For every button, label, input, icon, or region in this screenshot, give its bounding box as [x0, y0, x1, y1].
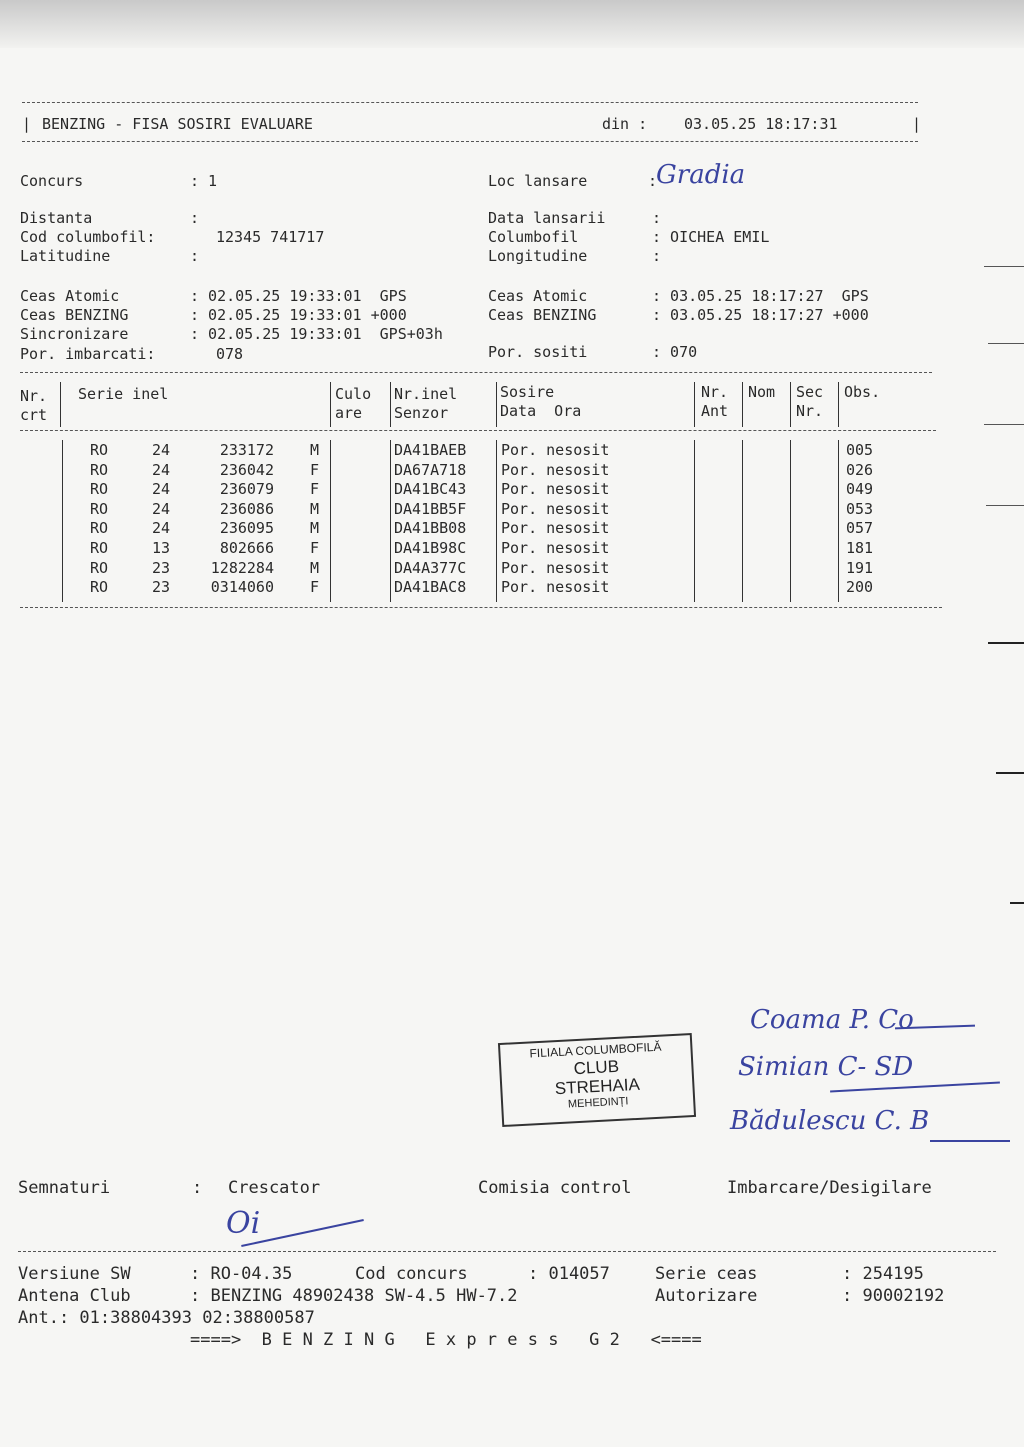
col-header-crt: crt: [20, 406, 48, 424]
footer-rule: [18, 1251, 996, 1252]
distanta-label: Distanta: [20, 209, 93, 227]
ring-sex: F: [310, 539, 320, 557]
semnaturi-label: Semnaturi: [18, 1178, 111, 1198]
col-header-sosire: Sosire: [500, 383, 555, 401]
col-header-obs: Obs.: [844, 383, 881, 401]
crescator-signature: Oi: [226, 1206, 261, 1241]
autorizare-label: Autorizare: [655, 1286, 758, 1306]
sensor-ring: DA41BAEB: [394, 441, 467, 459]
sensor-ring: DA4A377C: [394, 559, 467, 577]
ring-number: 233172: [219, 441, 274, 459]
ceas-benzing2-value: : 03.05.25 18:17:27 +000: [652, 306, 869, 324]
scan-shadow: [0, 0, 1024, 48]
ring-number: 802666: [219, 539, 274, 557]
ring-country: RO: [90, 559, 109, 577]
obs-value: 053: [846, 500, 874, 518]
commission-signature-2: Simian C- SD: [738, 1052, 914, 1082]
col-header-sec: Sec: [796, 383, 824, 401]
obs-value: 049: [846, 480, 874, 498]
versiune-value: : RO-04.35: [190, 1264, 293, 1284]
ring-year: 24: [152, 480, 171, 498]
antena-value: : BENZING 48902438 SW-4.5 HW-7.2: [190, 1286, 518, 1306]
ring-country: RO: [90, 461, 109, 479]
stamp-line2: CLUB: [573, 1056, 620, 1078]
col-header-are: are: [335, 404, 363, 422]
col-header-nr: Nr.: [20, 387, 48, 405]
ring-country: RO: [90, 500, 109, 518]
ceas-atomic2-label: Ceas Atomic: [488, 287, 588, 305]
data-lansarii-label: Data lansarii: [488, 209, 606, 227]
autorizare-value: : 90002192: [842, 1286, 945, 1306]
latitudine-label: Latitudine: [20, 247, 111, 265]
sensor-ring: DA41BB5F: [394, 500, 467, 518]
longitudine-label: Longitudine: [488, 247, 588, 265]
antena-label: Antena Club: [18, 1286, 131, 1306]
cod-concurs-label: Cod concurs: [355, 1264, 468, 1284]
edge-mark: [988, 343, 1024, 344]
col-header-nom: Nom: [748, 383, 776, 401]
arrival-status: Por. nesosit: [501, 578, 610, 596]
concurs-label: Concurs: [20, 172, 84, 190]
ring-year: 24: [152, 519, 171, 537]
sensor-ring: DA41BAC8: [394, 578, 467, 596]
versiune-label: Versiune SW: [18, 1264, 131, 1284]
header-right-bar: |: [912, 115, 922, 133]
obs-value: 181: [846, 539, 874, 557]
col-header-serie: Serie inel: [78, 385, 169, 403]
arrival-status: Por. nesosit: [501, 559, 610, 577]
concurs-value: : 1: [190, 172, 218, 190]
ring-sex: M: [310, 559, 320, 577]
stamp-line3: STREHAIA: [554, 1075, 641, 1099]
por-sositi-label: Por. sositi: [488, 343, 588, 361]
stamp-line4: MEHEDINȚI: [567, 1095, 629, 1111]
commission-signature-1: Coama P. Co: [750, 1005, 914, 1035]
arrival-status: Por. nesosit: [501, 519, 610, 537]
ring-year: 13: [152, 539, 171, 557]
sensor-ring: DA41B98C: [394, 539, 467, 557]
data-lansarii-value: :: [652, 209, 662, 227]
ceas-atomic2-value: : 03.05.25 18:17:27 GPS: [652, 287, 869, 305]
ant-line: Ant.: 01:38804393 02:38800587: [18, 1308, 315, 1328]
ring-sex: M: [310, 500, 320, 518]
report-title: BENZING - FISA SOSIRI EVALUARE: [42, 115, 313, 133]
obs-value: 005: [846, 441, 874, 459]
col-header-nrinel: Nr.inel: [394, 385, 458, 403]
arrival-status: Por. nesosit: [501, 500, 610, 518]
ring-year: 24: [152, 441, 171, 459]
sensor-ring: DA41BB08: [394, 519, 467, 537]
col-header-sec-nr: Nr.: [796, 402, 824, 420]
ring-year: 23: [152, 578, 171, 596]
comisia-label: Comisia control: [478, 1178, 632, 1198]
edge-mark: [986, 505, 1024, 506]
por-imbarcati-value: 078: [216, 345, 244, 363]
obs-value: 057: [846, 519, 874, 537]
loc-lansare-label: Loc lansare: [488, 172, 588, 190]
serie-ceas-label: Serie ceas: [655, 1264, 758, 1284]
columbofil-label: Columbofil: [488, 228, 579, 246]
header-top-rule: [22, 102, 918, 103]
col-header-nr-ant: Nr.: [701, 383, 729, 401]
ring-country: RO: [90, 441, 109, 459]
loc-lansare-handwritten: Gradia: [656, 160, 746, 190]
cod-columbofil-label: Cod columbofil:: [20, 228, 156, 246]
header-bottom-rule: [22, 141, 918, 142]
ring-sex: M: [310, 519, 320, 537]
ring-year: 23: [152, 559, 171, 577]
obs-value: 026: [846, 461, 874, 479]
imbarcare-label: Imbarcare/Desigilare: [727, 1178, 932, 1198]
por-imbarcati-label: Por. imbarcati:: [20, 345, 156, 363]
ceas-benzing-value: : 02.05.25 19:33:01 +000: [190, 306, 407, 324]
ring-sex: F: [310, 578, 320, 596]
ring-country: RO: [90, 480, 109, 498]
crescator-label: Crescator: [228, 1178, 321, 1198]
latitudine-value: :: [190, 247, 200, 265]
arrival-status: Por. nesosit: [501, 461, 610, 479]
edge-mark: [984, 424, 1024, 425]
table-top-rule: [20, 372, 932, 373]
col-header-culo: Culo: [335, 385, 372, 403]
ring-year: 24: [152, 461, 171, 479]
arrival-status: Por. nesosit: [501, 539, 610, 557]
ceas-benzing2-label: Ceas BENZING: [488, 306, 597, 324]
ring-number: 236042: [219, 461, 274, 479]
por-sositi-value: : 070: [652, 343, 698, 361]
header-left-bar: |: [22, 115, 32, 133]
sensor-ring: DA67A718: [394, 461, 467, 479]
loc-lansare-colon: :: [648, 172, 658, 190]
ring-number: 1282284: [210, 559, 274, 577]
obs-value: 200: [846, 578, 874, 596]
obs-value: 191: [846, 559, 874, 577]
arrival-status: Por. nesosit: [501, 441, 610, 459]
cod-columbofil-value: 12345 741717: [216, 228, 325, 246]
longitudine-value: :: [652, 247, 662, 265]
ring-sex: M: [310, 441, 320, 459]
table-header-rule: [20, 430, 936, 431]
club-stamp: [498, 1033, 696, 1127]
ring-number: 0314060: [210, 578, 274, 596]
sincronizare-label: Sincronizare: [20, 325, 129, 343]
ring-number: 236079: [219, 480, 274, 498]
sincronizare-value: : 02.05.25 19:33:01 GPS+03h: [190, 325, 443, 343]
stamp-line1: FILIALA COLUMBOFILĂ: [529, 1039, 662, 1061]
arrival-status: Por. nesosit: [501, 480, 610, 498]
table-bottom-rule: [20, 607, 942, 608]
ring-country: RO: [90, 519, 109, 537]
edge-mark: [1010, 902, 1024, 904]
edge-mark: [988, 642, 1024, 644]
serie-ceas-value: : 254195: [842, 1264, 924, 1284]
semnaturi-colon: :: [192, 1178, 203, 1198]
commission-signature-3: Bădulescu C. B: [730, 1106, 930, 1136]
col-header-data-ora: Data Ora: [500, 402, 582, 420]
sensor-ring: DA41BC43: [394, 480, 467, 498]
brand-line: ====> B E N Z I N G E x p r e s s G 2 <====: [190, 1330, 702, 1350]
ring-sex: F: [310, 461, 320, 479]
ceas-atomic-label: Ceas Atomic: [20, 287, 120, 305]
ring-year: 24: [152, 500, 171, 518]
cod-concurs-value: : 014057: [528, 1264, 610, 1284]
ring-number: 236095: [219, 519, 274, 537]
report-date-value: 03.05.25 18:17:31: [684, 115, 838, 133]
edge-mark: [996, 772, 1024, 774]
ring-sex: F: [310, 480, 320, 498]
ring-number: 236086: [219, 500, 274, 518]
ceas-atomic-value: : 02.05.25 19:33:01 GPS: [190, 287, 407, 305]
edge-mark: [984, 266, 1024, 267]
ceas-benzing-label: Ceas BENZING: [20, 306, 129, 324]
ring-country: RO: [90, 539, 109, 557]
ring-country: RO: [90, 578, 109, 596]
report-date-label: din :: [602, 115, 648, 133]
columbofil-value: : OICHEA EMIL: [652, 228, 770, 246]
col-header-ant: Ant: [701, 402, 729, 420]
distanta-value: :: [190, 209, 200, 227]
col-header-senzor: Senzor: [394, 404, 449, 422]
